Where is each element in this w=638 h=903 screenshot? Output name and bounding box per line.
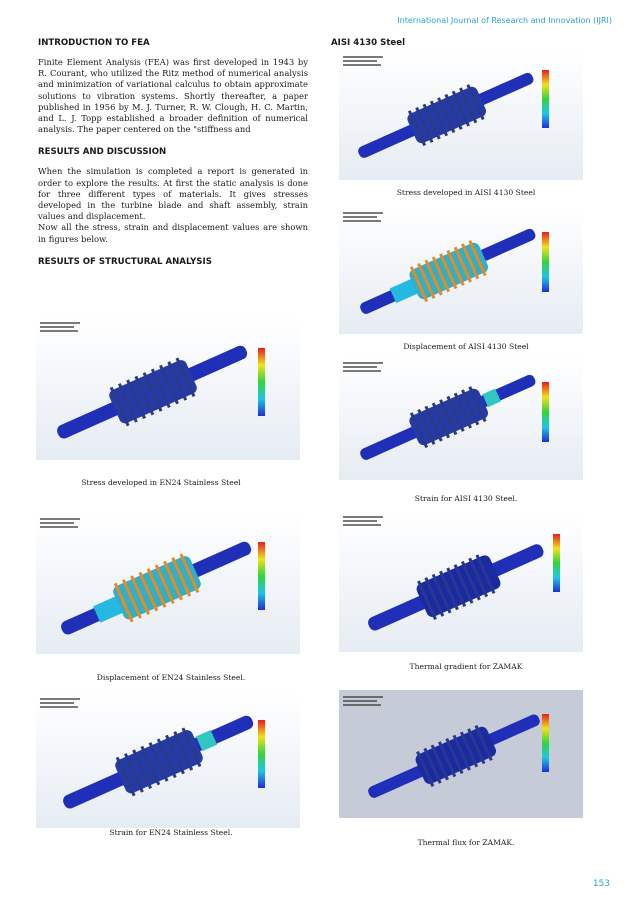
figure-thermal-gradient-zamak xyxy=(339,510,583,652)
journal-header: International Journal of Research and Innovation (IJRI) xyxy=(397,16,612,25)
caption-stress-en24: Stress developed in EN24 Stainless Steel xyxy=(81,478,241,487)
results-paragraph-2: Now all the stress, strain and displacement values are shown in figures below. xyxy=(38,222,308,244)
structural-heading: RESULTS OF STRUCTURAL ANALYSIS xyxy=(38,256,212,267)
intro-paragraph: Finite Element Analysis (FEA) was first developed in 1943 by R. Courant, who utilized the Ritz method of numerical analysis and minimization of variational calculus to obtain approximate solutions to vibration systems. Shortly thereafter, a paper published in 1956 by M. J. Turner, R. W. Clough, H. C. Martin, and L. J. Topp established a broader definition of numerical analysis. The paper centered on the "stiffness and xyxy=(38,57,308,135)
figure-displacement-aisi xyxy=(339,206,583,334)
figure-stress-en24 xyxy=(36,316,300,460)
caption-strain-en24: Strain for EN24 Stainless Steel. xyxy=(109,828,233,837)
caption-thermal-flux-zamak: Thermal flux for ZAMAK. xyxy=(417,838,515,847)
left-column xyxy=(38,38,308,267)
figure-thermal-flux-zamak xyxy=(339,690,583,818)
caption-thermal-gradient-zamak: Thermal gradient for ZAMAK xyxy=(409,662,523,671)
aisi-heading: AISI 4130 Steel xyxy=(331,38,406,48)
caption-displacement-en24: Displacement of EN24 Stainless Steel. xyxy=(96,673,246,682)
caption-stress-aisi: Stress developed in AISI 4130 Steel xyxy=(396,188,536,197)
page-number: 153 xyxy=(592,879,610,889)
figure-displacement-en24 xyxy=(36,512,300,654)
intro-heading: INTRODUCTION TO FEA xyxy=(38,38,150,48)
figure-stress-aisi xyxy=(339,50,583,180)
results-heading: RESULTS AND DISCUSSION xyxy=(38,147,167,158)
caption-strain-aisi: Strain for AISI 4130 Steel. xyxy=(414,494,518,503)
figure-strain-en24 xyxy=(36,692,300,828)
figure-strain-aisi xyxy=(339,356,583,480)
results-paragraph-1: When the simulation is completed a report is generated in order to explore the results. At first the static analysis is done for three different types of materials. It gives stresses developed in the turbine blade and shaft assembly, strain values and displacement. xyxy=(38,166,308,222)
caption-displacement-aisi: Displacement of AISI 4130 Steel xyxy=(403,342,529,351)
